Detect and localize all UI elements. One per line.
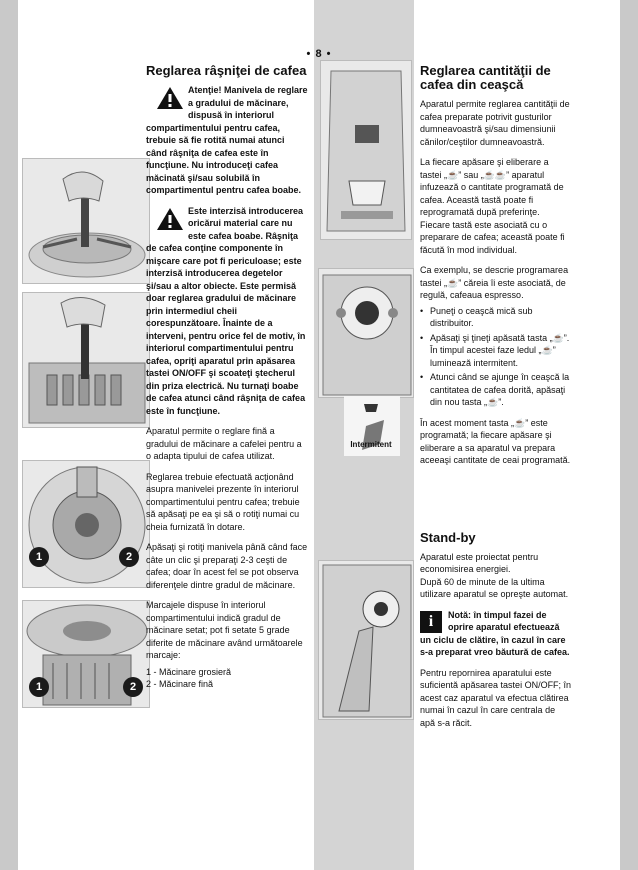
programming-steps-list [420, 305, 572, 409]
quantity-para-1: Aparatul permite reglarea cantităţii de cafea preparate potrivit gusturilor dumneavoastră şi/sau dimensiunii cănilor/ceştilor dumneavoastră. [420, 99, 570, 147]
legend-item-1: 1 - Măcinare grosieră [146, 666, 232, 677]
standby-para-2: După 60 de minute de la ultima utilizare aparatul se opreşte automat. [420, 576, 569, 599]
quantity-para-4: În acest moment tasta „☕” este programată; la fiecare apăsare şi eliberare a sa aparatul va prepara aceeaşi cantitate de ceai programată. [420, 417, 571, 465]
warning-block-2 [146, 205, 308, 418]
marker-2-badge: 2 [123, 677, 143, 697]
warning-icon [156, 86, 184, 110]
grinder-para-1: Aparatul permite o reglare fină a gradului de măcinare a cafelei pentru a o adapta tipului de cafea utilizat. [146, 426, 302, 461]
coffee-quantity-title: Reglarea cantităţii de cafea din ceaşcă [420, 63, 551, 92]
grinder-knob-photo [22, 158, 150, 284]
warning-block-1 [146, 84, 308, 197]
right-margin-bar [620, 0, 638, 870]
quantity-para-2: La fiecare apăsare şi eliberare a tastei „☕” sau „☕☕” aparatul infuzează o cantitate programată de cafea. Această tastă poate fi reprogramată după preferinţe. Fiecare tastă este asociată cu o preparare de cafea; această poate fi făcută în mod individual. [420, 157, 565, 255]
list-item: • Puneţi o ceaşcă mică sub distribuitor. [420, 305, 572, 330]
warning-icon [156, 207, 184, 231]
grinder-para-3: Apăsaţi şi rotiţi manivela până când face câte un clic şi preparaţi 2-3 ceşti de cafea; doar în acest fel se pot observa diferenţele dintre gradul de măcinare. [146, 542, 308, 590]
grinder-adjust-photo [22, 292, 150, 428]
list-item: • Atunci când se ajunge în ceaşcă la cantitatea de cafea dorită, apăsaţi din nou tasta „☕”. [420, 371, 572, 409]
warning-text-2: Este interzisă introducerea oricărui material care nu este cafea boabe. Râşniţa de cafea conţine componente în mişcare care pot fi periculoase; este interzisă introducerea degetelor şi/sau a altor obiecte. Este permisă doar reglarea gradului de măcinare prin intermediul cheii corespunzătoare. Înainte de a interveni, pentru orice fel de motiv, în interiorul compartimentului pentru cafea, opriţi aparatul prin apăsarea tastei ON/OFF şi scoateţi ştecherul din priza electrică. Nu turnaţi boabe de cafea atunci când râşniţa de cafea este în funcţiune. [146, 205, 306, 416]
grinder-para-2: Reglarea trebuie efectuată acţionând asupra manivelei prezente în interiorul compartimentului pentru cafea; trebuie să apăsaţi pe ea şi să o rotiţi numai cu cheia furnizată în dotare. [146, 471, 300, 532]
grind-marks-photo [22, 600, 150, 708]
espresso-machine-photo [320, 60, 412, 240]
info-icon: i [420, 611, 442, 633]
coffee-compartment-photo [22, 460, 150, 588]
standby-para-3: Pentru repornirea aparatului este suficientă apăsarea tastei ON/OFF; în acest caz aparatul va efectua clătirea numai în cazul în care centrala de apă s-a răcit. [420, 667, 572, 728]
intermitent-label: Intermitent [350, 440, 392, 449]
section-spacer [420, 475, 572, 531]
marker-2-badge: 2 [119, 547, 139, 567]
note-text: Notă: în timpul fazei de oprire aparatul efectuează un ciclu de clătire, în cazul în care s-a preparat vreo băutură de cafea. [420, 609, 570, 657]
standby-title: Stand-by [420, 529, 476, 545]
legend-item-2: 2 - Măcinare fină [146, 679, 214, 689]
standby-para-1: Aparatul este proiectat pentru economisirea energiei. [420, 551, 539, 574]
note-block [420, 609, 572, 659]
list-item: • Apăsaţi şi ţineţi apăsată tasta „☕”. În timpul acestei faze ledul „☕” luminează intermitent. [420, 332, 572, 370]
grinder-title: Reglarea râşniţei de cafea [146, 63, 307, 78]
left-text-column [146, 64, 308, 691]
control-panel-photo [318, 268, 414, 398]
quantity-para-3: Ca exemplu, se descrie programarea tastei „☕” căreia îi este asociată, de regulă, cafeaua espresso. [420, 265, 569, 300]
warning-text-1: Atenţie! Manivela de reglare a gradului de măcinare, dispusă în interiorul compartimentului pentru cafea, trebuie să fie rotită numai atunci când râşniţa de cafea este în funcţiune. Nu introduceţi cafea măcinată şi/sau solubilă în compartimentul pentru cafea boabe. [146, 85, 308, 195]
left-margin-bar [0, 0, 18, 870]
marker-1-badge: 1 [29, 547, 49, 567]
right-text-column [420, 64, 572, 737]
page-number: • 8 • [306, 48, 332, 60]
standby-button-photo [318, 560, 414, 720]
marker-1-badge: 1 [29, 677, 49, 697]
grinder-para-4: Marcajele dispuse în interiorul compartimentului indică gradul de măcinare setat; pot fi setate 5 grade diferite de măcinare având următoarele marcaje: [146, 600, 303, 660]
